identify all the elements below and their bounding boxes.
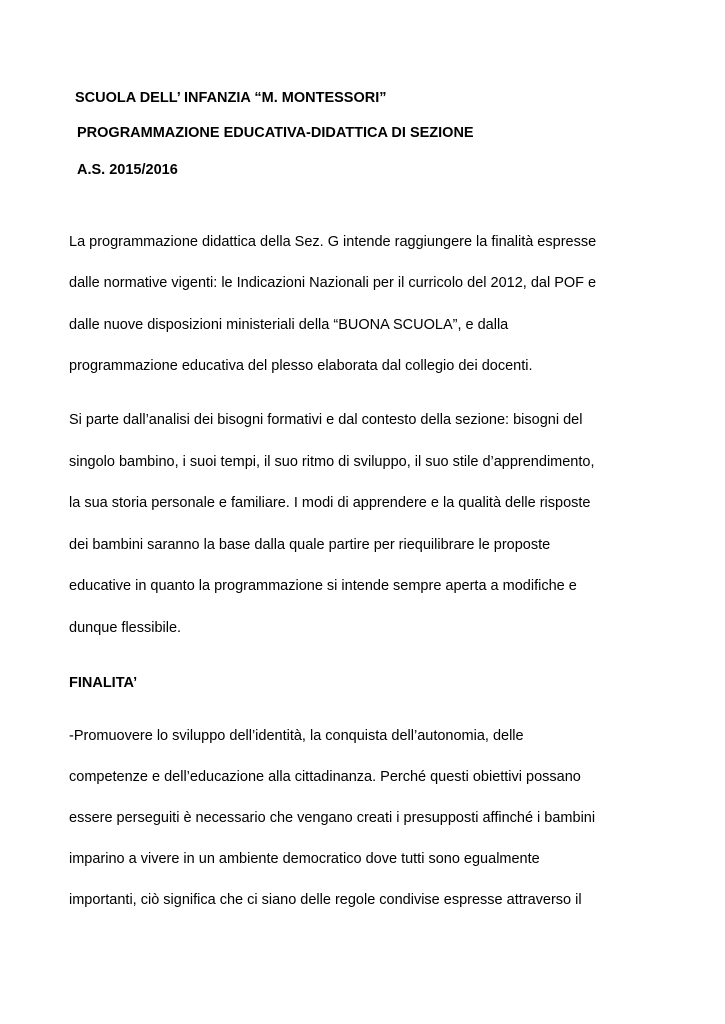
- paragraph-1-line-3: dalle nuove disposizioni ministeriali della “BUONA SCUOLA”, e dalla: [69, 317, 509, 333]
- paragraph-3-line-5: importanti, ciò significa che ci siano delle regole condivise espresse attraverso il: [69, 892, 582, 908]
- paragraph-1-line-2: dalle normative vigenti: le Indicazioni Nazionali per il curricolo del 2012, dal POF e: [69, 275, 597, 291]
- school-year: A.S. 2015/2016: [77, 162, 178, 178]
- paragraph-3-line-4: imparino a vivere in un ambiente democratico dove tutti sono egualmente: [69, 851, 540, 867]
- paragraph-2-line-6: dunque flessibile.: [69, 620, 182, 636]
- paragraph-3-line-3: essere perseguiti è necessario che vengano creati i presupposti affinché i bambini: [69, 810, 596, 826]
- paragraph-2-line-2: singolo bambino, i suoi tempi, il suo ritmo di sviluppo, il suo stile d’apprendimento,: [69, 454, 595, 470]
- program-title: PROGRAMMAZIONE EDUCATIVA-DIDATTICA DI SEZIONE: [77, 125, 474, 141]
- paragraph-2-line-4: dei bambini saranno la base dalla quale partire per riequilibrare le proposte: [69, 537, 551, 553]
- paragraph-1-line-4: programmazione educativa del plesso elaborata dal collegio dei docenti.: [69, 358, 533, 374]
- paragraph-2-line-5: educative in quanto la programmazione si intende sempre aperta a modifiche e: [69, 578, 577, 594]
- paragraph-1-line-1: La programmazione didattica della Sez. G intende raggiungere la finalità espresse: [69, 234, 597, 250]
- paragraph-3-line-2: competenze e dell’educazione alla cittadinanza. Perché questi obiettivi possano: [69, 769, 581, 785]
- paragraph-3-line-1: -Promuovere lo sviluppo dell’identità, la conquista dell’autonomia, delle: [69, 728, 524, 744]
- school-title: SCUOLA DELL’ INFANZIA “M. MONTESSORI”: [75, 90, 387, 106]
- paragraph-2-line-1: Si parte dall’analisi dei bisogni formativi e dal contesto della sezione: bisogni del: [69, 412, 583, 428]
- section-heading-finalita: FINALITA’: [69, 675, 138, 691]
- paragraph-2-line-3: la sua storia personale e familiare. I modi di apprendere e la qualità delle risposte: [69, 495, 591, 511]
